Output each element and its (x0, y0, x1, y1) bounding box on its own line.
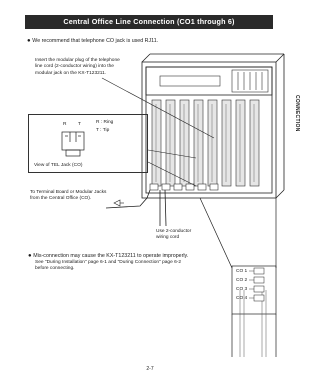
warning-line: before connecting. (35, 266, 75, 272)
bullet-icon: ● (28, 253, 34, 259)
terminal-note (30, 190, 106, 203)
bullet-icon: ● (27, 38, 33, 44)
section-tab: CONNECTION (294, 94, 300, 132)
arrow-icon (114, 200, 120, 206)
warning-line: ● Mis-connection may cause the KX-T123211 to operate improperly. (28, 253, 189, 259)
instruction-line: Insert the modular plug of the telephone (35, 58, 120, 63)
instruction-line: modular jack on the KX-T123211. (35, 70, 107, 76)
tip-legend: T : Tip (96, 128, 110, 133)
cord-line: Use 2-conductor (156, 229, 192, 234)
intro-text: We recommend that telephone CO jack is used RJ11. (32, 38, 159, 44)
pin-label-t: T (78, 122, 81, 127)
terminal-line: from the Central Office (CO). (30, 196, 92, 202)
co-line-label: CO 3 (236, 287, 248, 292)
ring-legend: R : Ring (96, 120, 114, 125)
jack-view-caption: View of TEL Jack (CO) (34, 163, 83, 168)
page-number: 2-7 (146, 366, 154, 372)
terminal-line: To Terminal Board or Modular Jacks (30, 190, 107, 195)
cord-note (156, 229, 191, 242)
instruction-line: line cord (2-conductor wiring) into the (35, 64, 114, 70)
warning-line: See "During Installation" page 6-1 and "During Connection" page 6-2 (35, 260, 182, 265)
pin-label-r: R (63, 122, 67, 127)
co-line-label: CO 1 (236, 269, 248, 274)
page-title: Central Office Line Connection (CO1 through 6) (25, 15, 273, 29)
cord-line: wiring cord (156, 235, 180, 241)
co-line-label: CO 2 (236, 278, 248, 283)
warning-note (28, 253, 188, 273)
co-line-label: CO 4 (236, 296, 248, 301)
